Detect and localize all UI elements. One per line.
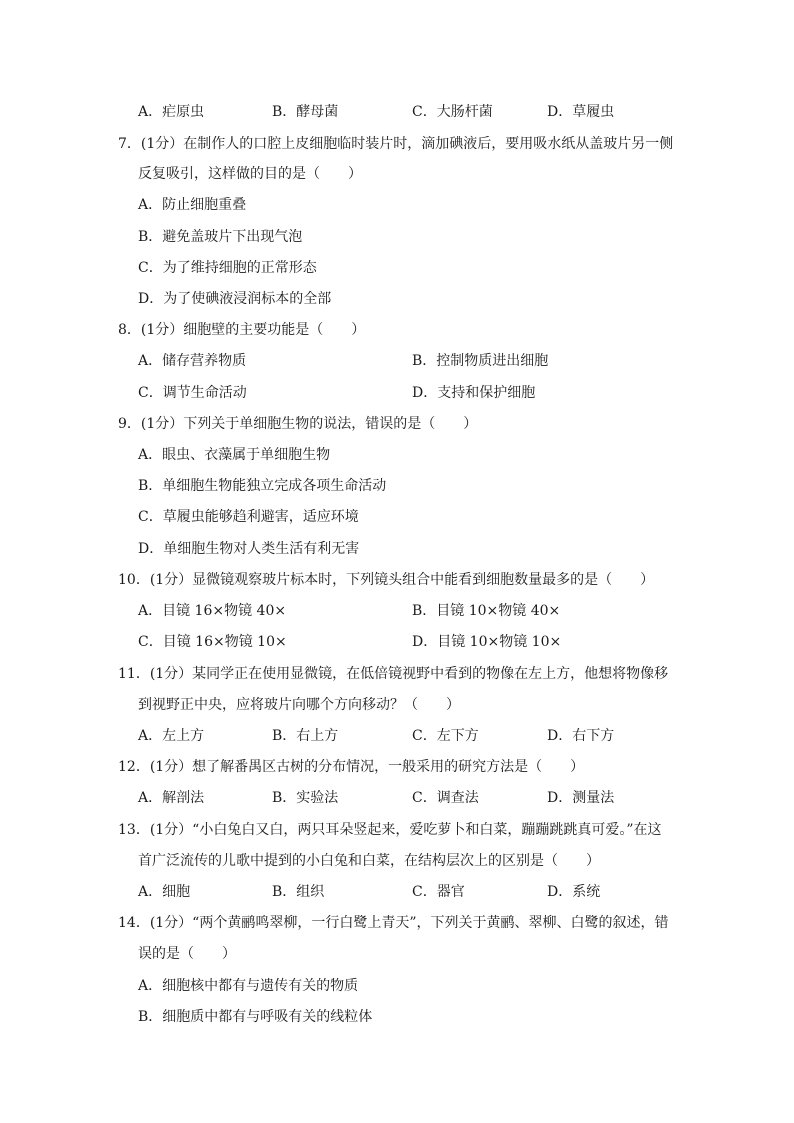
q8-option-d: D．支持和保护细胞 (412, 385, 536, 401)
q9-option-b: B．单细胞生物能独立完成各项生命活动 (138, 478, 387, 494)
q14-stem-line-1: 14．(1分）“两个黄鹂鸣翠柳，一行白鹭上青天”，下列关于黄鹂、翠柳、白鹭的叙述，错 (118, 915, 669, 931)
q13-stem-line-2: 首广泛流传的儿歌中提到的小白兔和白菜，在结构层次上的区别是（ ） (138, 853, 600, 869)
q7-option-a: A．防止细胞重叠 (138, 197, 247, 213)
q9-option-c: C．草履虫能够趋利避害，适应环境 (138, 509, 359, 525)
q11-option-a: A．左上方 (138, 728, 205, 744)
q13-option-d: D．系统 (547, 884, 601, 900)
q12-option-c: C．调查法 (412, 790, 479, 806)
q10-option-a: A．目镜 16×物镜 40× (138, 603, 287, 619)
q10-option-b: B．目镜 10×物镜 40× (412, 603, 561, 619)
q8-stem: 8．(1分）细胞壁的主要功能是（ ） (118, 322, 366, 338)
q14-option-a: A．细胞核中都有与遗传有关的物质 (138, 978, 359, 994)
q12-option-b: B．实验法 (272, 790, 339, 806)
q13-option-a: A．细胞 (138, 884, 191, 900)
q10-option-d: D．目镜 10×物镜 10× (412, 634, 562, 650)
q12-option-d: D．测量法 (547, 790, 615, 806)
q6-option-a: A．疟原虫 (138, 104, 205, 120)
q6-option-c: C．大肠杆菌 (412, 104, 493, 120)
q10-stem: 10．(1分）显微镜观察玻片标本时，下列镜头组合中能看到细胞数量最多的是（ ） (118, 572, 655, 588)
q11-option-b: B．右上方 (272, 728, 339, 744)
q9-stem: 9．(1分）下列关于单细胞生物的说法，错误的是（ ） (118, 416, 478, 432)
q8-option-a: A．储存营养物质 (138, 353, 247, 369)
q9-option-a: A．眼虫、衣藻属于单细胞生物 (138, 447, 331, 463)
q7-option-d: D．为了使碘液浸润标本的全部 (138, 291, 332, 307)
q11-option-c: C．左下方 (412, 728, 479, 744)
q6-option-d: D．草履虫 (547, 104, 615, 120)
q13-option-c: C．器官 (412, 884, 465, 900)
q10-option-c: C．目镜 16×物镜 10× (138, 634, 287, 650)
q11-stem-line-1: 11．(1分）某同学正在使用显微镜，在低倍镜视野中看到的物像在左上方，他想将物像移 (118, 666, 669, 682)
q12-stem: 12．(1分）想了解番禺区古树的分布情况，一般采用的研究方法是（ ） (118, 759, 585, 775)
q11-stem-line-2: 到视野正中央，应将玻片向哪个方向移动？（ ） (138, 697, 460, 713)
q11-option-d: D．右下方 (547, 728, 615, 744)
q8-option-c: C．调节生命活动 (138, 385, 247, 401)
q8-option-b: B．控制物质进出细胞 (412, 353, 549, 369)
q7-option-c: C．为了维持细胞的正常形态 (138, 260, 317, 276)
q6-option-b: B．酵母菌 (272, 104, 339, 120)
q7-stem-line-2: 反复吸引，这样做的目的是（ ） (138, 166, 362, 182)
q14-stem-line-2: 误的是（ ） (138, 946, 236, 962)
q7-stem-line-1: 7．(1分）在制作人的口腔上皮细胞临时装片时，滴加碘液后，要用吸水纸从盖玻片另一侧 (118, 136, 674, 152)
q13-option-b: B．组织 (272, 884, 325, 900)
q14-option-b: B．细胞质中都有与呼吸有关的线粒体 (138, 1009, 373, 1025)
q7-option-b: B．避免盖玻片下出现气泡 (138, 229, 303, 245)
q12-option-a: A．解剖法 (138, 790, 205, 806)
q9-option-d: D．单细胞生物对人类生活有利无害 (138, 541, 360, 557)
q13-stem-line-1: 13．(1分）“小白兔白又白，两只耳朵竖起来，爱吃萝卜和白菜，蹦蹦跳跳真可爱。”在这 (118, 822, 662, 838)
